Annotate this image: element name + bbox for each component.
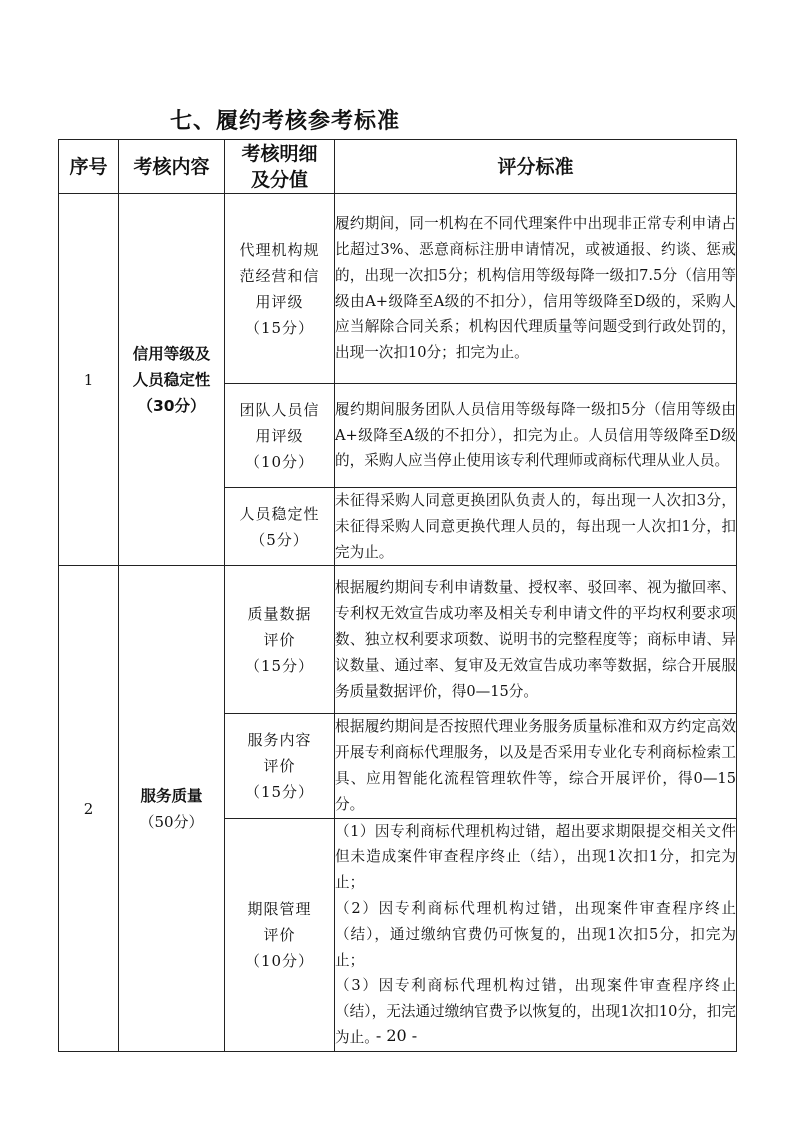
criteria-cell-1-2: 履约期间服务团队人员信用等级每降一级扣5分（信用等级由A+级降至A级的不扣分），扣完为止。人员信用等级降至D级的，采购人应当停止使用该专利代理师或商标代理从业人员。 bbox=[335, 384, 737, 488]
row-index-1: 1 bbox=[59, 194, 119, 566]
table-row bbox=[59, 566, 737, 714]
page-number: - 20 - bbox=[375, 1026, 418, 1045]
section-title: 七、履约考核参考标准 bbox=[170, 109, 401, 134]
criteria-cell-2-3 bbox=[335, 818, 737, 1051]
detail-name: 人员稳定性 bbox=[239, 504, 320, 523]
detail-score: （15分） bbox=[244, 318, 315, 337]
detail-cell-2-2 bbox=[225, 714, 335, 818]
criteria-item: （2）因专利商标代理机构过错，出现案件审查程序终止（结），通过缴纳官费仍可恢复的，出现1次扣5分，扣完为止； bbox=[335, 899, 736, 969]
detail-score: （10分） bbox=[244, 452, 315, 471]
category-name-1: 信用等级及人员稳定性 bbox=[132, 344, 211, 389]
detail-cell-1-2 bbox=[225, 384, 335, 488]
detail-name: 服务内容评价 bbox=[247, 730, 312, 775]
detail-cell-2-3 bbox=[225, 818, 335, 1051]
criteria-cell-1-1: 履约期间，同一机构在不同代理案件中出现非正常专利申请占比超过3%、恶意商标注册申请情况，或被通报、约谈、惩戒的，出现一次扣5分；机构信用等级每降一级扣7.5分（信用等级由A+级降至A级的不扣分），信用等级降至D级的，采购人应当解除合同关系；机构因代理质量等问题受到行政处罚的，出现一次扣10分；扣完为止。 bbox=[335, 194, 737, 384]
header-index: 序号 bbox=[59, 140, 119, 194]
header-row bbox=[59, 140, 737, 194]
header-detail: 考核明细及分值 bbox=[225, 140, 335, 194]
category-cell-1 bbox=[119, 194, 225, 566]
criteria-cell-1-3: 未征得采购人同意更换团队负责人的，每出现一人次扣3分，未征得采购人同意更换代理人员的，每出现一人次扣1分，扣完为止。 bbox=[335, 488, 737, 566]
row-index-2: 2 bbox=[59, 566, 119, 1051]
detail-cell-1-1 bbox=[225, 194, 335, 384]
detail-name: 质量数据评价 bbox=[247, 604, 312, 649]
detail-name: 期限管理评价 bbox=[247, 899, 312, 944]
assessment-table bbox=[58, 139, 737, 1052]
criteria-cell-2-1: 根据履约期间专利申请数量、授权率、驳回率、视为撤回率、专利权无效宣告成功率及相关专利申请文件的平均权利要求项数、独立权利要求项数、说明书的完整程度等；商标申请、异议数量、通过率、复审及无效宣告成功率等数据，综合开展服务质量数据评价，得0—15分。 bbox=[335, 566, 737, 714]
detail-cell-1-3 bbox=[225, 488, 335, 566]
table-row bbox=[59, 194, 737, 384]
detail-score: （5分） bbox=[250, 530, 309, 549]
header-content: 考核内容 bbox=[119, 140, 225, 194]
detail-name: 代理机构规范经营和信用评级 bbox=[239, 240, 320, 311]
criteria-item: （1）因专利商标代理机构过错，超出要求期限提交相关文件但未造成案件审查程序终止（结），出现1次扣1分，扣完为止； bbox=[335, 822, 736, 892]
detail-score: （15分） bbox=[244, 656, 315, 675]
category-name-2: 服务质量 bbox=[140, 786, 203, 805]
category-score-1: （30分） bbox=[137, 396, 206, 415]
detail-name: 团队人员信用评级 bbox=[239, 400, 320, 445]
detail-score: （10分） bbox=[244, 951, 315, 970]
criteria-item: （3）因专利商标代理机构过错，出现案件审查程序终止（结），无法通过缴纳官费予以恢复的，出现1次扣10分，扣完为止。 bbox=[335, 977, 736, 1046]
category-score-2: （50分） bbox=[139, 812, 204, 831]
detail-score: （15分） bbox=[244, 782, 315, 801]
category-cell-2 bbox=[119, 566, 225, 1051]
header-criteria: 评分标准 bbox=[335, 140, 737, 194]
detail-cell-2-1 bbox=[225, 566, 335, 714]
criteria-cell-2-2: 根据履约期间是否按照代理业务服务质量标准和双方约定高效开展专利商标代理服务，以及是否采用专业化专利商标检索工具、应用智能化流程管理软件等，综合开展评价，得0—15分。 bbox=[335, 714, 737, 818]
